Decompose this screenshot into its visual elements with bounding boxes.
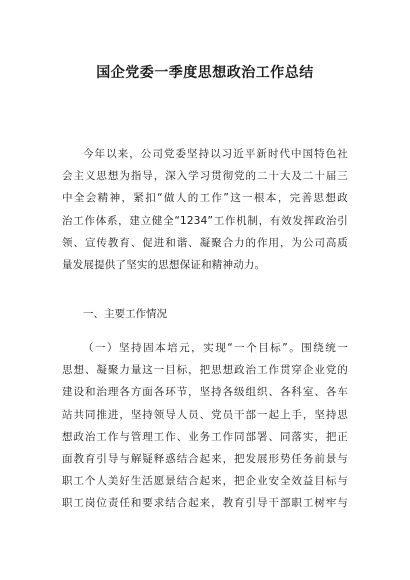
section-line: 面教育引导与解疑释惑结合起来，把发展形势任务前景与 [62, 453, 348, 466]
section-line: 思想、凝聚力量这一目标，把思想政治工作贯穿企业党的 [62, 364, 348, 377]
intro-paragraph [62, 143, 348, 276]
intro-line: 中全会精神，紧扣“做人的工作”这一根本，完善思想政 [62, 192, 348, 205]
document-title: 国企党委一季度思想政治工作总结 [96, 65, 314, 81]
section-line: 职工岗位责任和要求结合起来，教育引导干部职工树牢与 [62, 497, 348, 510]
intro-line: 领、宣传教育、促进和谐、凝聚合力的作用，为公司高质 [62, 236, 348, 249]
section-paragraph [62, 337, 348, 515]
section-heading: 一、主要工作情况 [83, 308, 167, 320]
intro-line: 治工作体系，建立健全“1234”工作机制，有效发挥政治引 [62, 214, 348, 227]
intro-line: 会主义思想为指导，深入学习贯彻党的二十大及二十届三 [62, 170, 348, 183]
section-line: 想政治工作与管理工作、业务工作同部署、同落实，把正 [62, 430, 348, 443]
intro-line: 量发展提供了坚实的思想保证和精神动力。 [62, 259, 266, 272]
section-line: 站共同推进，坚持领导人员、党员干部一起上手，坚持思 [62, 408, 348, 421]
intro-line: 今年以来，公司党委坚持以习近平新时代中国特色社 [83, 148, 348, 160]
section-line: 建设和治理各方面各环节，坚持各级组织、各科室、各车 [62, 386, 348, 399]
section-line: （一）坚持固本培元，实现“一个目标”。围绕统一 [83, 342, 348, 354]
section-line: 职工个人美好生活愿景结合起来，把企业安全效益目标与 [62, 475, 348, 488]
